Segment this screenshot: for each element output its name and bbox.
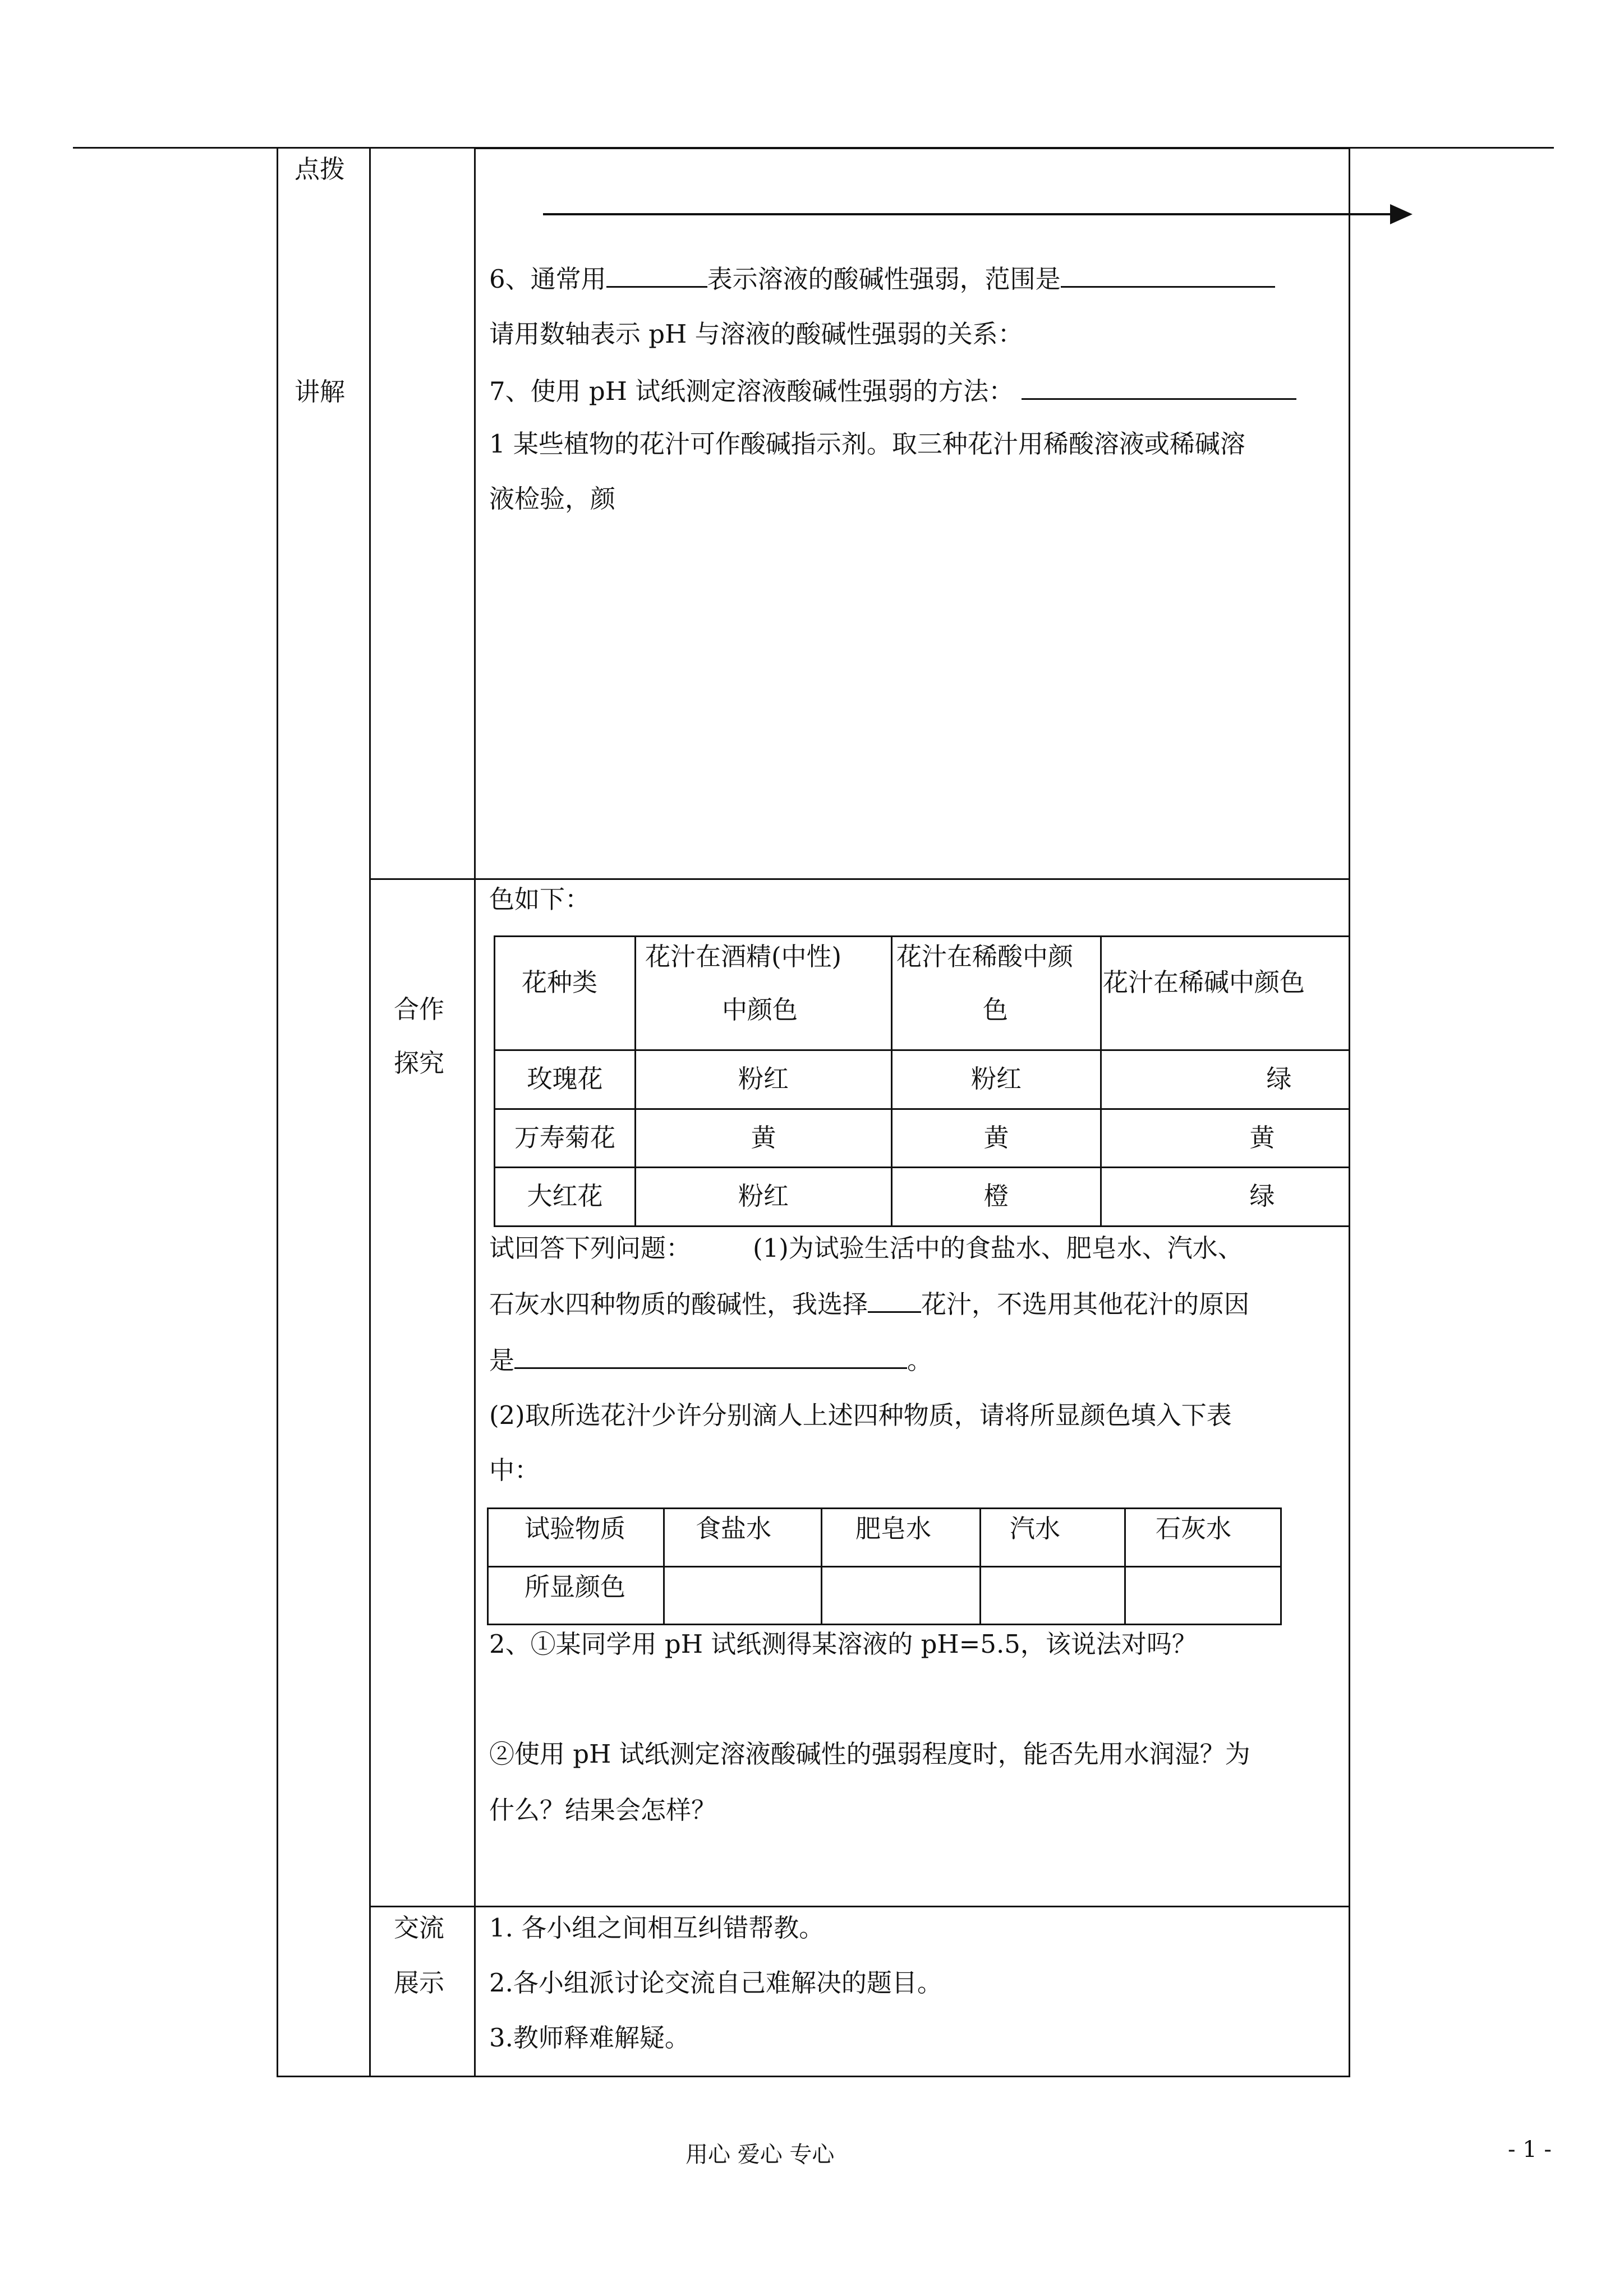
table-cell: 玫瑰花 [527, 1064, 603, 1094]
table-cell: 黄 [1249, 1123, 1275, 1152]
table-header: 汽水 [1010, 1514, 1061, 1543]
footer-slogan: 用心 爱心 专心 [686, 2142, 835, 2168]
answer-blank[interactable] [606, 261, 707, 288]
question-2-line2: 中： [489, 1455, 540, 1485]
side-label-jiaoliu-2: 展示 [394, 1968, 445, 1998]
table-border-bottom [277, 2076, 1350, 2077]
table-header: 色 [983, 995, 1009, 1025]
question-2-line1: (2)取所选花汁少许分别滴人上述四种物质，请将所显颜色填入下表 [489, 1400, 1232, 1430]
side-label-hezuo-1: 合作 [394, 994, 445, 1024]
question-3: 2、①某同学用 pH 试纸测得某溶液的 pH=5.5，该说法对吗？ [489, 1629, 1197, 1659]
answer-cell[interactable] [822, 1567, 979, 1624]
table-cell: 绿 [1266, 1064, 1292, 1094]
table-border-top [474, 147, 1350, 149]
question-4-line1: ②使用 pH 试纸测定溶液酸碱性的强弱程度时，能否先用水润湿？为 [489, 1739, 1250, 1769]
question-1-part-b: 是 。 [489, 1343, 932, 1377]
table-cell: 万寿菊花 [514, 1123, 615, 1152]
table-cell: 绿 [1249, 1181, 1275, 1211]
exchange-item-1: 1. 各小组之间相互纠错帮教。 [489, 1913, 825, 1943]
question-1-line2: 液检验，颜 [489, 484, 616, 514]
table-cell: 橙 [983, 1181, 1009, 1211]
question-intro: 试回答下列问题： (1)为试验生活中的食盐水、肥皂水、汽水、 [489, 1233, 1243, 1263]
table-row-divider-2 [369, 1906, 1350, 1907]
table-cell: 粉红 [738, 1181, 789, 1211]
table-cell: 黄 [751, 1123, 776, 1152]
table-cell: 粉红 [970, 1064, 1022, 1094]
section2-intro: 色如下： [489, 884, 591, 914]
answer-cell[interactable] [665, 1567, 821, 1624]
table-header: 食盐水 [696, 1514, 772, 1543]
table-header: 花汁在酒精(中性) [645, 942, 842, 971]
exchange-item-3: 3.教师释难解疑。 [489, 2023, 690, 2053]
answer-blank[interactable] [868, 1287, 921, 1313]
answer-cell[interactable] [981, 1567, 1124, 1624]
side-label-hezuo-2: 探究 [394, 1048, 445, 1078]
side-label-dianbo: 点拨 [295, 154, 346, 184]
question-4-line2: 什么？结果会怎样？ [489, 1795, 717, 1825]
table-cell: 大红花 [527, 1181, 603, 1211]
axis-prompt: 请用数轴表示 pH 与溶液的酸碱性强弱的关系： [489, 319, 1023, 349]
table-row-label: 所显颜色 [525, 1572, 626, 1602]
table-row-divider-1 [369, 878, 1350, 880]
answer-blank[interactable] [1061, 261, 1275, 288]
answer-cell[interactable] [1126, 1567, 1280, 1624]
exchange-item-2: 2.各小组派讨论交流自己难解决的题目。 [489, 1968, 942, 1998]
side-label-jiaoliu-1: 交流 [394, 1913, 445, 1943]
answer-blank[interactable] [1022, 374, 1296, 400]
page-number: - 1 - [1508, 2137, 1552, 2163]
table-header: 中颜色 [722, 995, 798, 1025]
table-header: 花种类 [522, 967, 598, 997]
table-header: 石灰水 [1156, 1514, 1232, 1543]
table-cell: 黄 [983, 1123, 1009, 1152]
table-border-col1 [369, 147, 371, 2077]
table-border-col2 [474, 147, 476, 2077]
answer-blank[interactable] [514, 1343, 907, 1369]
question-1-line1: 1 某些植物的花汁可作酸碱指示剂。取三种花汁用稀酸溶液或稀碱溶 [489, 429, 1245, 459]
table-header: 花汁在稀碱中颜色 [1103, 967, 1305, 997]
side-label-jiangjie: 讲解 [295, 377, 346, 407]
question-1-part-a: 石灰水四种物质的酸碱性，我选择 花汁，不选用其他花汁的原因 [489, 1287, 1249, 1321]
table-cell: 粉红 [738, 1064, 789, 1094]
table-header: 试验物质 [525, 1514, 626, 1543]
table-border-left [277, 147, 278, 2077]
table-header: 肥皂水 [855, 1514, 932, 1543]
question-6: 6、通常用 表示溶液的酸碱性强弱，范围是 [489, 261, 1275, 296]
question-7: 7、使用 pH 试纸测定溶液酸碱性强弱的方法： [489, 374, 1296, 408]
table-header: 花汁在稀酸中颜 [896, 942, 1074, 971]
